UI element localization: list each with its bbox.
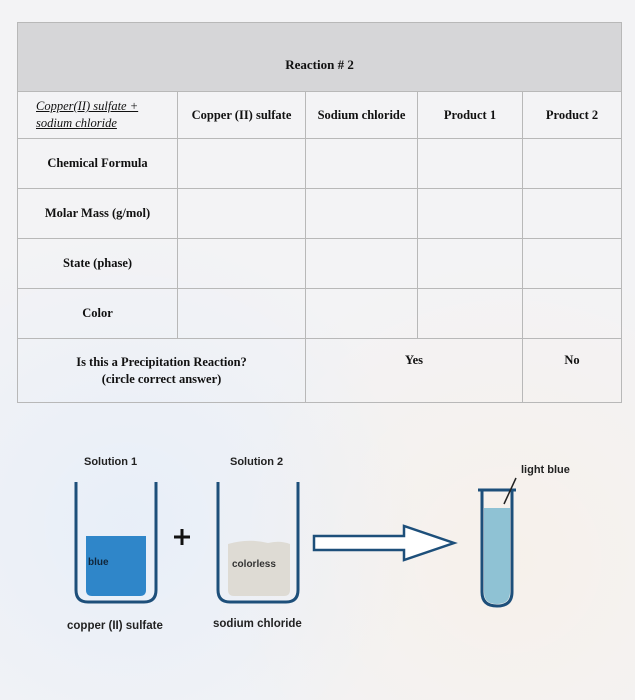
column-header-copper-sulfate: Copper (II) sulfate bbox=[178, 92, 306, 139]
answer-cell[interactable] bbox=[306, 239, 418, 289]
column-header-sodium-chloride: Sodium chloride bbox=[306, 92, 418, 139]
solution-1-color-text: blue bbox=[88, 557, 109, 568]
product-color-label: light blue bbox=[521, 464, 570, 476]
precipitation-question-row bbox=[18, 339, 622, 403]
column-header-row bbox=[18, 92, 622, 139]
answer-cell[interactable] bbox=[178, 239, 306, 289]
solution-1-name: copper (II) sulfate bbox=[67, 620, 163, 632]
solution-2-label: Solution 2 bbox=[230, 456, 284, 468]
reaction-name-line2: sodium chloride bbox=[36, 116, 117, 130]
table-row bbox=[18, 239, 622, 289]
precipitation-question bbox=[18, 339, 306, 403]
table-row bbox=[18, 189, 622, 239]
column-header-product-1: Product 1 bbox=[418, 92, 523, 139]
answer-cell[interactable] bbox=[418, 139, 523, 189]
answer-cell[interactable] bbox=[523, 289, 622, 339]
reaction-name-line1: Copper(II) sulfate + bbox=[36, 99, 139, 114]
row-label-state: State (phase) bbox=[18, 239, 178, 289]
beaker-1-icon bbox=[76, 482, 156, 602]
reaction-table bbox=[17, 22, 622, 403]
row-label-color: Color bbox=[18, 289, 178, 339]
answer-cell[interactable] bbox=[178, 289, 306, 339]
plus-icon bbox=[174, 529, 190, 545]
answer-cell[interactable] bbox=[418, 239, 523, 289]
question-line-2: (circle correct answer) bbox=[101, 371, 222, 386]
solution-1-label: Solution 1 bbox=[84, 456, 138, 468]
test-tube-icon bbox=[478, 478, 516, 606]
answer-yes[interactable]: Yes bbox=[306, 339, 523, 403]
answer-cell[interactable] bbox=[523, 139, 622, 189]
table-header-row bbox=[18, 23, 622, 92]
answer-cell[interactable] bbox=[523, 239, 622, 289]
answer-cell[interactable] bbox=[306, 189, 418, 239]
answer-cell[interactable] bbox=[523, 189, 622, 239]
answer-cell[interactable] bbox=[306, 139, 418, 189]
solution-2-name: sodium chloride bbox=[213, 618, 302, 630]
answer-cell[interactable] bbox=[178, 189, 306, 239]
table-row bbox=[18, 289, 622, 339]
reaction-diagram bbox=[0, 440, 635, 660]
column-header-product-2: Product 2 bbox=[523, 92, 622, 139]
answer-cell[interactable] bbox=[418, 189, 523, 239]
row-label-molar-mass: Molar Mass (g/mol) bbox=[18, 189, 178, 239]
reaction-name-cell bbox=[18, 92, 178, 139]
table-row bbox=[18, 139, 622, 189]
answer-cell[interactable] bbox=[306, 289, 418, 339]
answer-no[interactable]: No bbox=[523, 339, 622, 403]
question-line-1: Is this a Precipitation Reaction? bbox=[76, 354, 247, 369]
solution-2-color-text: colorless bbox=[232, 559, 276, 570]
answer-cell[interactable] bbox=[418, 289, 523, 339]
reaction-arrow-icon bbox=[314, 526, 454, 560]
reaction-title: Reaction # 2 bbox=[18, 23, 622, 92]
row-label-chemical-formula: Chemical Formula bbox=[18, 139, 178, 189]
beaker-2-icon bbox=[218, 482, 298, 602]
answer-cell[interactable] bbox=[178, 139, 306, 189]
